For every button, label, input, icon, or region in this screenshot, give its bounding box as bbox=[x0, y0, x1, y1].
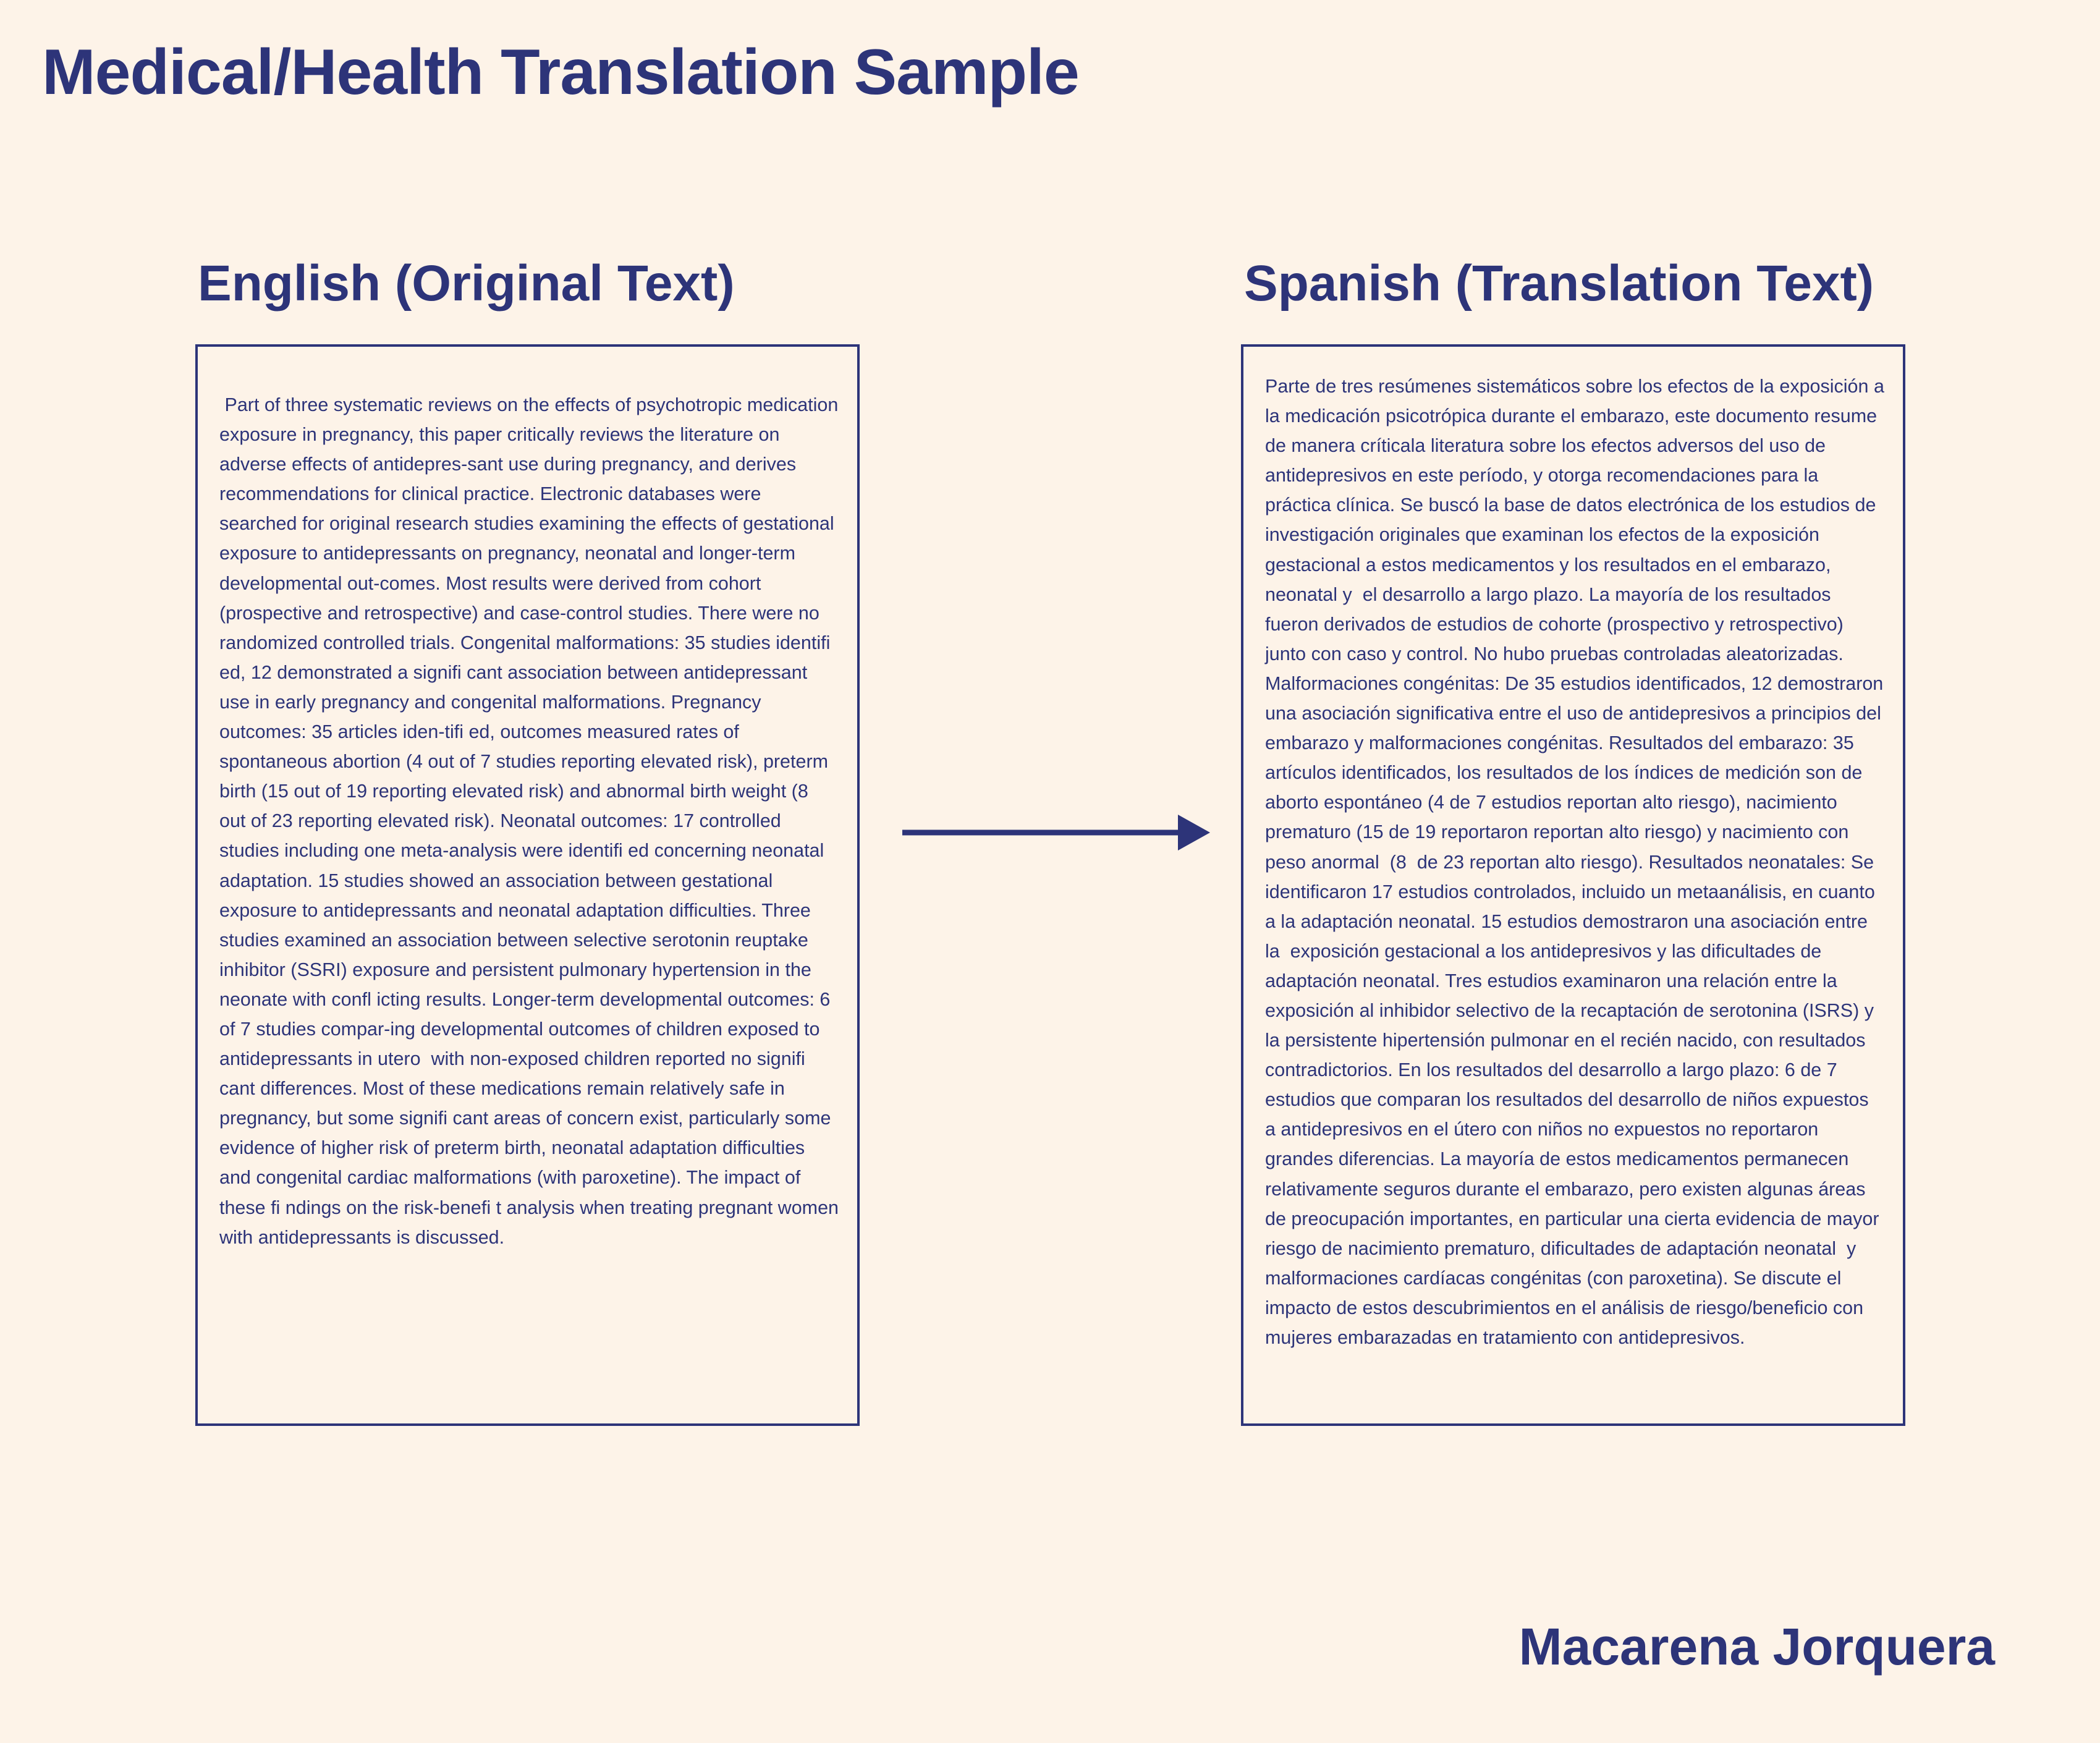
page-title: Medical/Health Translation Sample bbox=[42, 36, 1079, 108]
author-name: Macarena Jorquera bbox=[1518, 1618, 1995, 1676]
spanish-text: Parte de tres resúmenes sistemáticos sobre los efectos de la exposición a la medicación psicotrópica durante el embarazo, este documento resume de manera críticala literatura sobre los efectos adversos del uso de antidepresivos en este período, y otorga recomendaciones para la práctica clínica. Se buscó la base de datos electrónica de los estudios de investigación originales que examinan los efectos de la exposición gestacional a estos medicamentos y los resultados en el embarazo, neonatal y el desarrollo a largo plazo. La mayoría de los resultados fueron derivados de estudios de cohorte (prospectivo y retrospectivo) junto con caso y control. No hubo pruebas controladas aleatorizadas. Malformaciones congénitas: De 35 estudios identificados, 12 demostraron una asociación significativa entre el uso de antidepresivos a principios del embarazo y malformaciones congénitas. Resultados del embarazo: 35 artículos identificados, los resultados de los índices de medición son de aborto espontáneo (4 de 7 estudios reportan alto riesgo), nacimiento prematuro (15 de 19 reportaron reportan alto riesgo) y nacimiento con peso anormal (8 de 23 reportan alto riesgo). Resultados neonatales: Se identificaron 17 estudios controlados, incluido un metaanálisis, en cuanto a la adaptación neonatal. 15 estudios demostraron una asociación entre la exposición gestacional a los antidepresivos y las dificultades de adaptación neonatal. Tres estudios examinaron una relación entre la exposición al inhibidor selectivo de la recaptación de serotonina (ISRS) y la persistente hipertensión pulmonar en el recién nacido, con resultados contradictorios. En los resultados del desarrollo a largo plazo: 6 de 7 estudios que comparan los resultados del desarrollo de niños expuestos a antidepresivos en el útero con niños no expuestos no reportaron grandes diferencias. La mayoría de estos medicamentos permanecen relativamente seguros durante el embarazo, pero existen algunas áreas de preocupación importantes, en particular una cierta evidencia de mayor riesgo de nacimiento prematuro, dificultades de adaptación neonatal y malformaciones cardíacas congénitas (con paroxetina). Se discute el impacto de estos descubrimientos en el análisis de riesgo/beneficio con mujeres embarazadas en tratamiento con antidepresivos. bbox=[1265, 376, 1890, 1348]
english-text-box bbox=[195, 344, 860, 1426]
english-heading: English (Original Text) bbox=[198, 255, 735, 312]
spanish-text-box bbox=[1241, 344, 1905, 1426]
arrow-right-icon bbox=[901, 811, 1210, 854]
spanish-heading: Spanish (Translation Text) bbox=[1244, 255, 1874, 312]
english-text: Part of three systematic reviews on the effects of psychotropic medication exposure in pregnancy, this paper critically reviews the literature on adverse effects of antidepres-sant use during pregnancy, and derives recommendations for clinical practice. Electronic databases were searched for original research studies examining the effects of gestational exposure to antidepressants on pregnancy, neonatal and longer-term developmental out-comes. Most results were derived from cohort (prospective and retrospective) and case-control studies. There were no randomized controlled trials. Congenital malformations: 35 studies identifi ed, 12 demonstrated a signifi cant association between antidepressant use in early pregnancy and congenital malformations. Pregnancy outcomes: 35 articles iden-tifi ed, outcomes measured rates of spontaneous abortion (4 out of 7 studies reporting elevated risk), preterm birth (15 out of 19 reporting elevated risk) and abnormal birth weight (8 out of 23 reporting elevated risk). Neonatal outcomes: 17 controlled studies including one meta-analysis were identifi ed concerning neonatal adaptation. 15 studies showed an association between gestational exposure to antidepressants and neonatal adaptation difficulties. Three studies examined an association between selective serotonin reuptake inhibitor (SSRI) exposure and persistent pulmonary hypertension in the neonate with confl icting results. Longer-term developmental outcomes: 6 of 7 studies compar-ing developmental outcomes of children exposed to antidepressants in utero with non-exposed children reported no signifi cant differences. Most of these medications remain relatively safe in pregnancy, but some signifi cant areas of concern exist, particularly some evidence of higher risk of preterm birth, neonatal adaptation difficulties and congenital cardiac malformations (with paroxetine). The impact of these fi ndings on the risk-benefi t analysis when treating pregnant women with antidepressants is discussed. bbox=[219, 394, 844, 1248]
